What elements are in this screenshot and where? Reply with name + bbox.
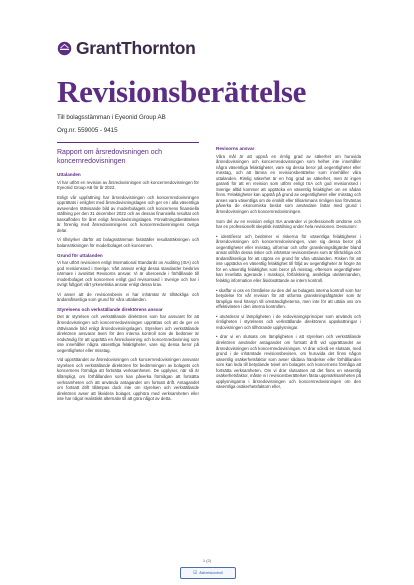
section-heading: Grund för uttalanden <box>57 252 103 258</box>
left-sections <box>57 172 199 402</box>
left-column <box>57 142 199 406</box>
org-number: Org.nr. 559005 - 9415 <box>57 127 118 134</box>
page-title: Revisionsberättelse <box>57 74 307 109</box>
grant-thornton-logo <box>57 38 196 59</box>
paragraph: Vi tillstyrker därför att bolagsstämman fastställer resultaträkningen och balansräkningen för moderbolaget och koncernen. <box>57 237 199 249</box>
grant-thornton-mark-icon <box>57 41 72 56</box>
section-heading: Styrelsens och verkställande direktörens ansvar <box>57 306 163 312</box>
section-heading: Revisorns ansvar <box>216 146 255 151</box>
paragraph: Vi har utfört en revision av årsredovisningen och koncernredovisningen för Eyeonid Group AB för år 2022. <box>57 179 199 191</box>
paragraph: Som del av en revision enligt ISA använder vi professionellt omdöme och har en professionellt skeptisk inställning under hela revisionen. Dessutom: <box>216 218 361 230</box>
verification-icon: ☑ <box>193 570 198 575</box>
paragraph: Våra mål är att uppnå en rimlig grad av säkerhet om huruvida årsredovisningen och koncernredovisningen som helhet inte innehåller några väsentliga felaktigheter, vare sig dessa beror på oegentligheter eller misstag, och att lämna en revisionsberättelse som innehåller våra uttalanden. Rimlig säkerhet är en hög grad av säkerhet, men är ingen garanti för att en revision som utförs enligt ISA och god revisionssed i Sverige alltid kommer att upptäcka en väsentlig felaktighet om en sådan finns. Felaktigheter kan uppstå på grund av oegentligheter eller misstag och anses vara väsentliga om de enskilt eller tillsammans rimligen kan förväntas påverka de ekonomiska beslut som användare fattar med grund i årsredovisningen och koncernredovisningen. <box>216 153 361 215</box>
recipient-line: Till bolagsstämman i Eyeonid Group AB <box>57 114 166 121</box>
paragraph: Det är styrelsen och verkställande direktören som har ansvaret för att årsredovisningen och koncernredovisningen upprättas och att de ger en rättvisande bild enligt årsredovisningslagen. Styrelsen och verkställande direktören ansvarar även för den interna kontroll som de bedömer är nödvändig för att upprätta en årsredovisning och koncernredovisning som inte innehåller några väsentliga felaktigheter, vare sig dessa beror på oegentligheter eller misstag. <box>57 314 199 353</box>
document-meta <box>57 111 166 137</box>
right-column <box>216 146 361 394</box>
paragraph: • identifierar och bedömer vi riskerna för väsentliga felaktigheter i årsredovisningen och koncernredovisningen, vare sig dessa beror på oegentligheter eller misstag, utformar och utför granskningsåtgärder bland annat utifrån dessa risker och inhämtar revisionsbevis som är tillräckliga och ändamålsenliga för att utgöra en grund för våra uttalanden. Risken för att inte upptäcka en väsentlig felaktighet till följd av oegentligheter är högre än för en väsentlig felaktighet som beror på misstag, eftersom oegentligheter kan innefatta agerande i maskopi, förfalskning, avsiktliga utelämnanden, felaktig information eller åsidosättande av intern kontroll. <box>216 233 361 284</box>
verification-button[interactable] <box>180 567 236 579</box>
report-heading: Rapport om årsredovisningen och koncernredovisningen <box>57 149 163 165</box>
section-heading: Uttalanden <box>57 172 81 177</box>
paragraph: Enligt vår uppfattning har årsredovisningen och koncernredovisningen upprättats i enlighet med årsredovisningslagen och ger en i alla väsentliga avseenden rättvisande bild av moderbolagets och koncernens finansiella ställning per den 31 december 2022 och av dessas finansiella resultat och kassaflöden för året enligt årsredovisningslagen. Förvaltningsberättelsen är förenlig med årsredovisningens och koncernredovisningens övriga delar. <box>57 194 199 233</box>
paragraph: • drar vi en slutsats om lämpligheten i att styrelsen och verkställande direktören använder antagandet om fortsatt drift vid upprättandet av årsredovisningen och koncernredovisningen. Vi drar också en slutsats, med grund i de inhämtade revisionsbevisen, om huruvida det finns någon väsentlig osäkerhetsfaktor som avser sådana händelser eller förhållanden som kan leda till betydande tvivel om bolagets och koncernens förmåga att fortsätta verksamheten. Om vi drar slutsatsen att det finns en väsentlig osäkerhetsfaktor, måste vi i revisionsberättelsen fästa uppmärksamheten på upplysningarna i årsredovisningen och koncernredovisningen om den väsentliga osäkerhetsfaktorn eller, <box>216 334 361 390</box>
verification-label: Äkthetskontroll <box>199 571 223 575</box>
right-sections <box>216 146 361 390</box>
logo-text: GrantThornton <box>76 38 196 58</box>
page-number: 1 (2) <box>202 558 212 563</box>
paragraph: • skaffar vi oss en förståelse av den del av bolagets interna kontroll som har betydelse för vår revision för att utforma granskningsåtgärder som är lämpliga med hänsyn till omständigheterna, men inte för att uttala oss om effektiviteten i den interna kontrollen. <box>216 287 361 310</box>
paragraph: Vi anser att de revisionsbevis vi har inhämtat är tillräckliga och ändamålsenliga som grund för våra uttalanden. <box>57 291 199 303</box>
paragraph: Vi har utfört revisionen enligt International Standards on Auditing (ISA) och god revisionssed i Sverige. Vårt ansvar enligt dessa standarder beskrivs närmare i avsnittet Revisorns ansvar. Vi är oberoende i förhållande till moderbolaget och koncernen enligt god revisorssed i Sverige och har i övrigt fullgjort vårt yrkesetiska ansvar enligt dessa krav. <box>57 260 199 288</box>
paragraph: Vid upprättandet av årsredovisningen och koncernredovisningen ansvarar styrelsen och verkställande direktören för bedömningen av bolagets och koncernens förmåga att fortsätta verksamheten. De upplyser, när så är tillämpligt, om förhållanden som kan påverka förmågan att fortsätta verksamheten och att använda antagandet om fortsatt drift. Antagandet om fortsatt drift tillämpas dock inte om styrelsen och verkställande direktören avser att likvidera bolaget, upphöra med verksamheten eller inte har något realistiskt alternativ till att göra något av detta. <box>57 357 199 402</box>
paragraph: • utvärderar vi lämpligheten i de redovisningsprinciper som används och rimligheten i styrelsens och verkställande direktörens uppskattningar i redovisningen och tillhörande upplysningar. <box>216 313 361 330</box>
